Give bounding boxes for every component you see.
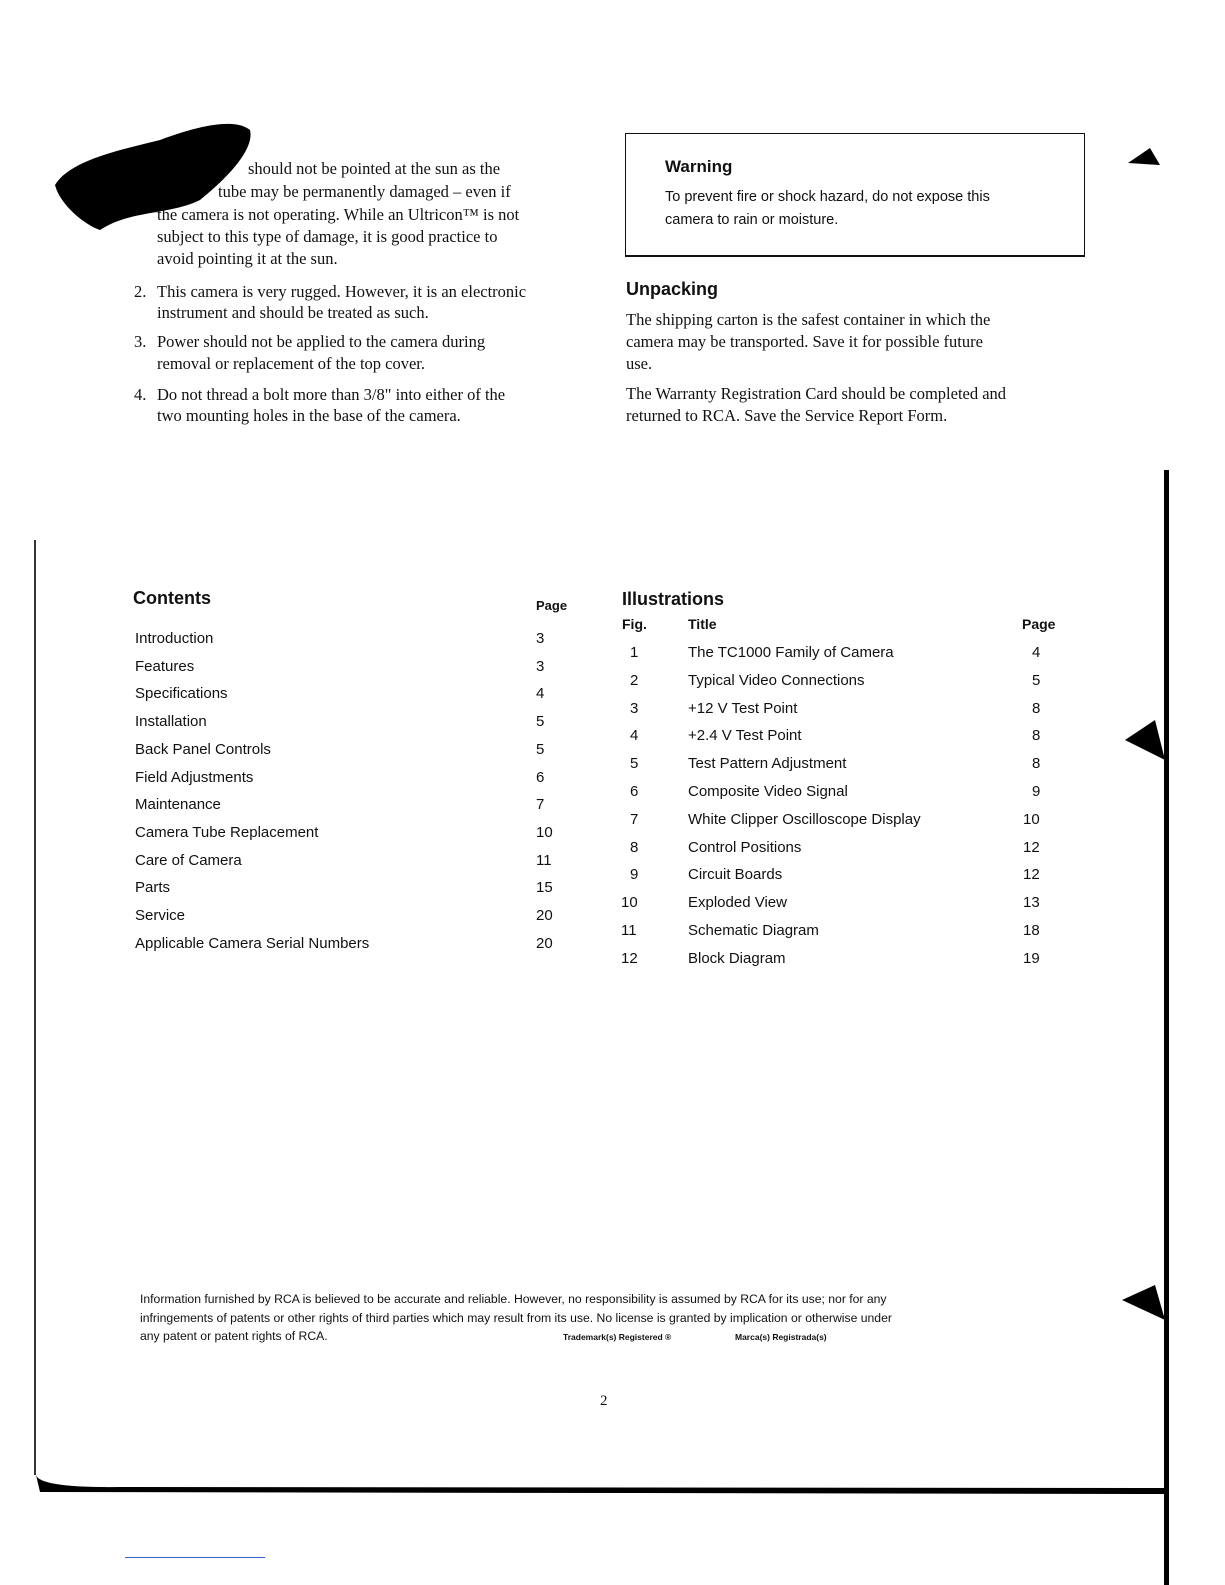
text-line: tube may be permanently damaged – even if [218, 182, 511, 201]
trademark-notice: Trademark(s) Registered ® [563, 1332, 672, 1342]
contents-item-label: Parts [135, 879, 171, 897]
text-line: The shipping carton is the safest container in which the [626, 310, 991, 329]
illustration-fig-number: 2 [630, 671, 639, 689]
contents-item-label: Introduction [135, 630, 214, 647]
illustration-fig-number: 5 [630, 755, 639, 773]
illustration-page: 18 [1023, 922, 1040, 939]
contents-item-label: Installation [135, 713, 207, 731]
contents-item-page: 11 [536, 851, 552, 869]
illustration-fig-number: 8 [630, 838, 639, 856]
illustration-fig-number: 3 [630, 699, 639, 717]
contents-item-page: 20 [536, 907, 553, 924]
marcas-notice: Marca(s) Registrada(s) [735, 1332, 827, 1342]
illustration-fig-number: 9 [630, 866, 639, 884]
contents-page-header: Page [536, 598, 568, 613]
illustration-title: Test Pattern Adjustment [688, 755, 847, 773]
contents-item-page: 15 [536, 879, 553, 897]
illustration-title: Typical Video Connections [688, 671, 865, 689]
contents-item-page: 6 [536, 768, 545, 786]
contents-item-label: Field Adjustments [135, 768, 254, 786]
warning-text: camera to rain or moisture. [665, 212, 839, 228]
illustration-title: +12 V Test Point [688, 699, 798, 717]
illustration-title: Control Positions [688, 838, 802, 856]
page-number: 2 [600, 1393, 608, 1409]
text-line: This camera is very rugged. However, it is an electronic [157, 282, 527, 301]
text-line: subject to this type of damage, it is good practice to [157, 227, 498, 246]
contents-item-label: Service [135, 907, 186, 924]
precautions-heading-fragment: P [135, 128, 146, 145]
contents-item-label: Back Panel Controls [135, 740, 271, 758]
illustration-page: 8 [1032, 699, 1041, 717]
illustration-page: 8 [1032, 727, 1041, 745]
illustration-title: Composite Video Signal [688, 783, 848, 800]
illustration-title: The TC1000 Family of Camera [688, 644, 894, 661]
illustration-fig-number: 11 [621, 922, 637, 939]
text-line: removal or replacement of the top cover. [157, 354, 426, 373]
fig-column-header: Fig. [622, 616, 647, 632]
unpacking-title: Unpacking [626, 279, 719, 299]
illustration-page: 5 [1032, 671, 1041, 689]
illustration-page: 10 [1023, 810, 1040, 828]
contents-item-label: Care of Camera [135, 851, 242, 869]
illustration-fig-number: 7 [630, 810, 639, 828]
illustration-title: Circuit Boards [688, 866, 783, 884]
item-number: 4. [134, 385, 147, 404]
footer-disclaimer-line: any patent or patent rights of RCA. [140, 1329, 328, 1343]
footer-disclaimer-line: infringements of patents or other rights of third parties which may result from its use. No license is granted by implication or otherwise under [140, 1311, 892, 1325]
contents-item-page: 7 [536, 796, 545, 814]
illustration-fig-number: 4 [630, 727, 639, 745]
illustration-page: 13 [1023, 894, 1040, 912]
text-line: The Warranty Registration Card should be completed and [626, 384, 1007, 403]
illustration-title: White Clipper Oscilloscope Display [688, 810, 921, 828]
illustration-page: 9 [1032, 783, 1041, 800]
warning-text: To prevent fire or shock hazard, do not expose this [665, 189, 990, 205]
illustration-title: Exploded View [688, 894, 787, 912]
item-number: 2. [134, 282, 147, 301]
text-line: the camera is not operating. While an Ultricon™ is not [157, 205, 520, 224]
illustration-fig-number: 1 [630, 644, 639, 661]
text-line: Power should not be applied to the camera during [157, 332, 486, 351]
contents-item-label: Camera Tube Replacement [135, 823, 319, 841]
contents-item-page: 3 [536, 630, 545, 647]
contents-title: Contents [133, 588, 211, 608]
contents-item-page: 3 [536, 657, 545, 675]
illustration-title: Schematic Diagram [688, 922, 819, 939]
illustration-page: 12 [1023, 838, 1040, 856]
illustration-fig-number: 10 [621, 894, 638, 912]
illustration-fig-number: 6 [630, 783, 639, 800]
contents-item-page: 20 [536, 934, 553, 952]
text-line: instrument and should be treated as such. [157, 303, 429, 322]
footer-disclaimer-line: Information furnished by RCA is believed to be accurate and reliable. However, no responsibility is assumed by RCA for its use; nor for any [140, 1292, 887, 1306]
illustration-page: 4 [1032, 644, 1041, 661]
illustration-page: 8 [1032, 755, 1041, 773]
text-line: should not be pointed at the sun as the [248, 159, 501, 178]
text-line: camera may be transported. Save it for possible future [626, 332, 983, 351]
contents-item-label: Features [135, 657, 195, 675]
illustration-title: Block Diagram [688, 949, 786, 967]
contents-item-page: 4 [536, 685, 545, 703]
illustration-fig-number: 12 [621, 949, 638, 967]
contents-item-label: Maintenance [135, 796, 221, 814]
text-line: returned to RCA. Save the Service Report Form. [626, 406, 948, 425]
illustration-title: +2.4 V Test Point [688, 727, 802, 745]
text-line: avoid pointing it at the sun. [157, 249, 338, 268]
item-number: 3. [134, 332, 147, 351]
text-line: Do not thread a bolt more than 3/8" into either of the [157, 385, 506, 404]
illustration-page: 19 [1023, 949, 1040, 967]
title-column-header: Title [688, 616, 717, 632]
contents-item-page: 5 [536, 740, 545, 758]
text-line: two mounting holes in the base of the camera. [157, 406, 461, 425]
illustration-page: 12 [1023, 866, 1040, 884]
illustrations-title: Illustrations [622, 589, 725, 609]
contents-item-page: 10 [536, 823, 553, 841]
warning-title: Warning [665, 157, 733, 176]
page-column-header: Page [1022, 616, 1056, 632]
contents-item-label: Applicable Camera Serial Numbers [135, 934, 370, 952]
contents-item-page: 5 [536, 713, 545, 731]
contents-item-label: Specifications [135, 685, 228, 703]
text-line: use. [626, 354, 653, 373]
